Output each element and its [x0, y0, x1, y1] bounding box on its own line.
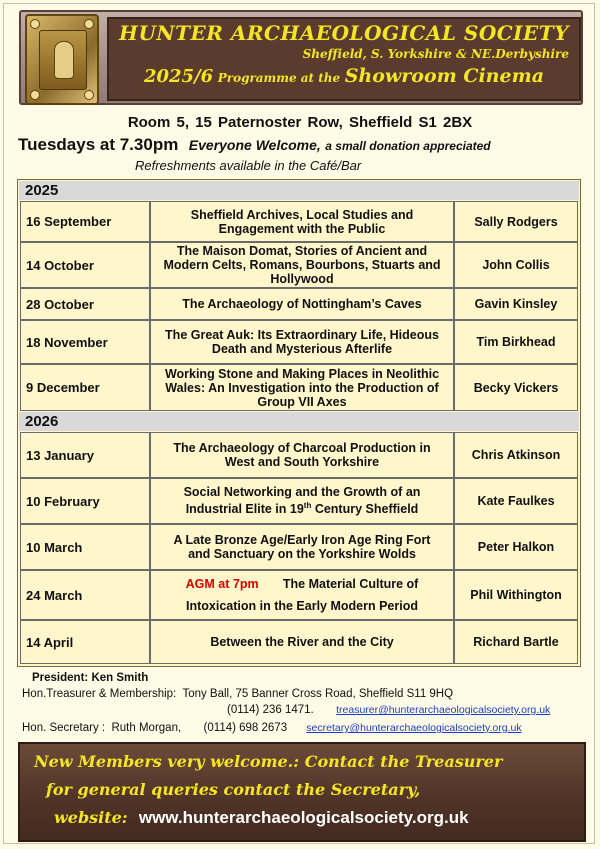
event-date: 28 October — [20, 288, 150, 320]
table-row — [20, 432, 578, 478]
event-title: The Archaeology of Charcoal Production in West and South Yorkshire — [150, 432, 454, 478]
secretary-phone: (0114) 698 2673 — [203, 722, 288, 734]
event-title: Between the River and the City — [150, 620, 454, 664]
table-row — [20, 478, 578, 524]
president-line — [32, 672, 148, 684]
event-date: 18 November — [20, 320, 150, 364]
programme-year: 2025/6 — [143, 66, 214, 87]
society-emblem-icon — [25, 14, 99, 105]
table-row — [20, 364, 578, 411]
secretary-line — [22, 722, 522, 734]
president-name: : Ken Smith — [84, 672, 149, 684]
table-row — [20, 570, 578, 620]
programme-table — [17, 179, 581, 667]
president-label: President — [32, 672, 85, 684]
event-speaker: Becky Vickers — [454, 364, 578, 411]
event-speaker: Richard Bartle — [454, 620, 578, 664]
event-speaker: Tim Birkhead — [454, 320, 578, 364]
table-row — [20, 242, 578, 288]
event-title — [150, 478, 454, 524]
donation-text: a small donation appreciated — [325, 139, 491, 153]
treasurer-label: Hon.Treasurer & Membership: — [22, 688, 177, 700]
treasurer-contact-line — [227, 704, 550, 716]
year-heading-2025: 2025 — [19, 181, 579, 200]
event-date: 14 April — [20, 620, 150, 664]
cinema-name: Showroom Cinema — [344, 65, 544, 87]
agm-notice: AGM at 7pm — [185, 577, 259, 591]
secretary-name: Ruth Morgan, — [111, 722, 182, 734]
footer-website-line — [54, 808, 469, 828]
table-row — [20, 201, 578, 242]
event-speaker: Chris Atkinson — [454, 432, 578, 478]
treasurer-line — [22, 688, 453, 700]
treasurer-email-link[interactable]: treasurer@hunterarchaeologicalsociety.org.uk — [336, 704, 551, 716]
meeting-times — [18, 135, 588, 155]
event-title-part: Social Networking and the Growth of an Industrial Elite in 19 — [183, 485, 421, 517]
meeting-day-time: Tuesdays at 7.30pm — [18, 135, 179, 154]
event-title: The Maison Domat, Stories of Ancient and Modern Celts, Romans, Bourbons, Stuarts and Hollywood — [150, 242, 454, 288]
treasurer-details: Tony Ball, 75 Banner Cross Road, Sheffield S11 9HQ — [182, 688, 454, 700]
event-date: 14 October — [20, 242, 150, 288]
event-title-cell — [150, 570, 454, 620]
ordinal-suffix: th — [303, 501, 312, 511]
event-title: Working Stone and Making Places in Neolithic Wales: An Investigation into the Production of Group VII Axes — [150, 364, 454, 411]
event-date: 16 September — [20, 201, 150, 242]
treasurer-phone: (0114) 236 1471. — [227, 704, 314, 716]
event-date: 24 March — [20, 570, 150, 620]
event-speaker: Phil Withington — [454, 570, 578, 620]
website-link[interactable]: www.hunterarchaeologicalsociety.org.uk — [138, 808, 469, 827]
event-date: 13 January — [20, 432, 150, 478]
event-title: The Material Culture of Intoxication in the Early Modern Period — [186, 577, 419, 613]
event-date: 10 February — [20, 478, 150, 524]
welcome-text: Everyone Welcome, — [188, 137, 321, 153]
footer-banner — [18, 742, 586, 842]
header-title-panel — [107, 17, 581, 101]
table-row — [20, 620, 578, 664]
programme-text: Programme at the — [217, 71, 341, 85]
event-title: The Great Auk: Its Extraordinary Life, Hideous Death and Mysterious Afterlife — [150, 320, 454, 364]
event-date: 10 March — [20, 524, 150, 570]
year-heading-2026: 2026 — [19, 412, 579, 431]
society-title: HUNTER ARCHAEOLOGICAL SOCIETY — [119, 21, 569, 45]
table-row — [20, 320, 578, 364]
secretary-label: Hon. Secretary : — [22, 722, 106, 734]
event-speaker: Peter Halkon — [454, 524, 578, 570]
event-title: A Late Bronze Age/Early Iron Age Ring Fort and Sanctuary on the Yorkshire Wolds — [150, 524, 454, 570]
website-label: website: — [54, 808, 128, 827]
event-speaker: John Collis — [454, 242, 578, 288]
table-row — [20, 288, 578, 320]
event-title: Sheffield Archives, Local Studies and Engagement with the Public — [150, 201, 454, 242]
footer-welcome: New Members very welcome.: Contact the Treasurer — [34, 752, 503, 771]
header-banner — [19, 10, 583, 105]
secretary-email-link[interactable]: secretary@hunterarchaeologicalsociety.org.uk — [306, 722, 522, 734]
event-speaker: Sally Rodgers — [454, 201, 578, 242]
event-title: The Archaeology of Nottingham’s Caves — [150, 288, 454, 320]
refreshments-note: Refreshments available in the Café/Bar — [135, 158, 362, 173]
table-row — [20, 524, 578, 570]
event-title-part: Century Sheffield — [311, 502, 419, 517]
event-speaker: Kate Faulkes — [454, 478, 578, 524]
venue-address: Room 5, 15 Paternoster Row, Sheffield S1 2BX — [127, 114, 473, 131]
event-speaker: Gavin Kinsley — [454, 288, 578, 320]
event-date: 9 December — [20, 364, 150, 411]
footer-queries: for general queries contact the Secretary, — [46, 780, 421, 799]
society-subtitle: Sheffield, S. Yorkshire & NE.Derbyshire — [302, 47, 569, 61]
programme-line — [109, 65, 579, 87]
